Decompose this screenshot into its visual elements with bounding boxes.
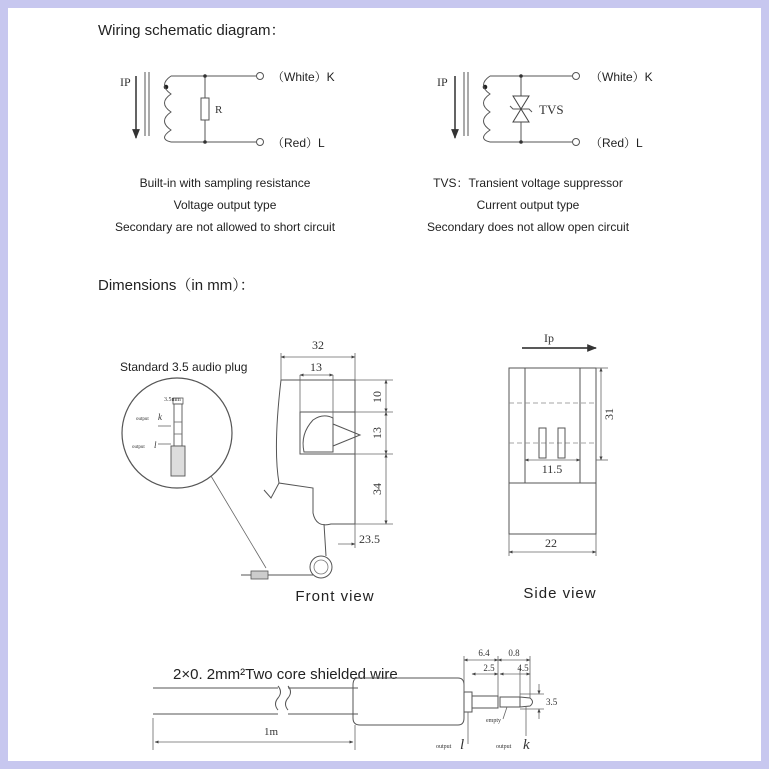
left-terminal-l [257, 139, 264, 146]
cable-output-k-letter: k [523, 737, 530, 753]
cable-break-2 [286, 686, 291, 710]
audio-plug-label: Standard 3.5 audio plug [120, 360, 248, 374]
cable-empty-label: empty [486, 718, 501, 724]
dim-22-label: 22 [545, 536, 557, 550]
dim-13w-label: 13 [310, 360, 322, 374]
dim-64-label: 6.4 [478, 648, 490, 658]
cable-drawing [153, 648, 558, 753]
dim-35-label: 3.5 [546, 697, 558, 707]
side-ip-label: Ip [544, 331, 554, 345]
front-plug [251, 571, 268, 579]
schematic-title: Wiring schematic diagram： [98, 22, 286, 39]
front-window [300, 412, 355, 454]
dim-45-label: 4.5 [517, 663, 529, 673]
dim-235-label: 23.5 [359, 532, 380, 546]
schematic-right [427, 70, 653, 234]
right-terminal-l [573, 139, 580, 146]
inset-output-k-letter: k [158, 412, 162, 422]
right-ip-label: IP [437, 75, 448, 89]
cable-exit [324, 524, 326, 556]
right-desc-1: TVS：Transient voltage suppressor [433, 176, 623, 190]
cable-break-1 [276, 686, 281, 710]
datasheet-page [8, 8, 761, 761]
left-desc-3: Secondary are not allowed to short circuit [114, 220, 336, 234]
front-clip-lower [264, 483, 279, 498]
front-view-caption: Front view [295, 588, 375, 605]
cable-coil-outer [310, 556, 332, 578]
resistor-symbol [201, 98, 209, 120]
inset-plug-body [171, 446, 185, 476]
inset-output-k: output [136, 417, 149, 422]
resistor-label: R [215, 104, 223, 116]
side-view-caption: Side view [523, 585, 597, 602]
inset-plug-shaft [174, 404, 182, 446]
left-node-bottom [203, 140, 207, 144]
left-desc-1: Built-in with sampling resistance [139, 176, 311, 190]
cable-coil-inner [314, 560, 328, 574]
dim-13h-label: 13 [370, 427, 384, 439]
side-view [509, 331, 616, 602]
left-node-top [203, 74, 207, 78]
inset-output-l-letter: l [154, 440, 157, 450]
left-terminal-k [257, 73, 264, 80]
right-white-label: （White）K [590, 70, 653, 84]
side-body-outline [509, 368, 596, 534]
audio-plug-inset [122, 378, 266, 568]
right-red-label: （Red）L [590, 136, 643, 150]
left-red-label: （Red）L [272, 136, 325, 150]
right-desc-2: Current output type [476, 198, 580, 212]
cable-title: 2×0. 2mm²Two core shielded wire [173, 666, 398, 683]
datasheet-drawing [8, 8, 761, 761]
left-ip-label: IP [120, 75, 131, 89]
front-jaw [303, 416, 333, 452]
plug-tip [520, 697, 533, 707]
inset-output-l: output [132, 445, 145, 450]
dimensions-title: Dimensions（in mm）： [98, 277, 255, 294]
cable-output-l-letter: l [460, 737, 465, 753]
plug-body [353, 678, 464, 725]
cable-empty-leader [503, 707, 507, 719]
dim-1m-label: 1m [263, 726, 279, 738]
left-desc-2: Voltage output type [173, 198, 277, 212]
right-node-bottom [519, 140, 523, 144]
plug-sleeve [472, 696, 498, 708]
cable-output-l: output [436, 744, 452, 750]
tvs-diode-upper [513, 96, 529, 109]
inset-leader-line [211, 476, 266, 568]
schematic-left [115, 70, 336, 234]
right-node-top [519, 74, 523, 78]
plug-collar [464, 692, 472, 712]
tvs-diode-lower [513, 109, 529, 122]
plug-ring [500, 697, 520, 707]
tvs-label: TVS [539, 102, 564, 117]
dim-31-label: 31 [602, 408, 616, 420]
right-terminal-k [573, 73, 580, 80]
left-white-label: （White）K [272, 70, 335, 84]
dim-25-label: 2.5 [483, 663, 495, 673]
dim-32-label: 32 [312, 338, 324, 352]
dim-115-label: 11.5 [541, 462, 563, 476]
dim-10-label: 10 [370, 391, 384, 403]
dim-08-label: 0.8 [508, 648, 520, 658]
dim-34-label: 34 [370, 483, 384, 495]
right-desc-3: Secondary does not allow open circuit [426, 220, 630, 234]
inset-dim-35: 3.5mm [164, 397, 181, 403]
front-jaw-tip [333, 424, 360, 446]
cable-output-k: output [496, 744, 512, 750]
